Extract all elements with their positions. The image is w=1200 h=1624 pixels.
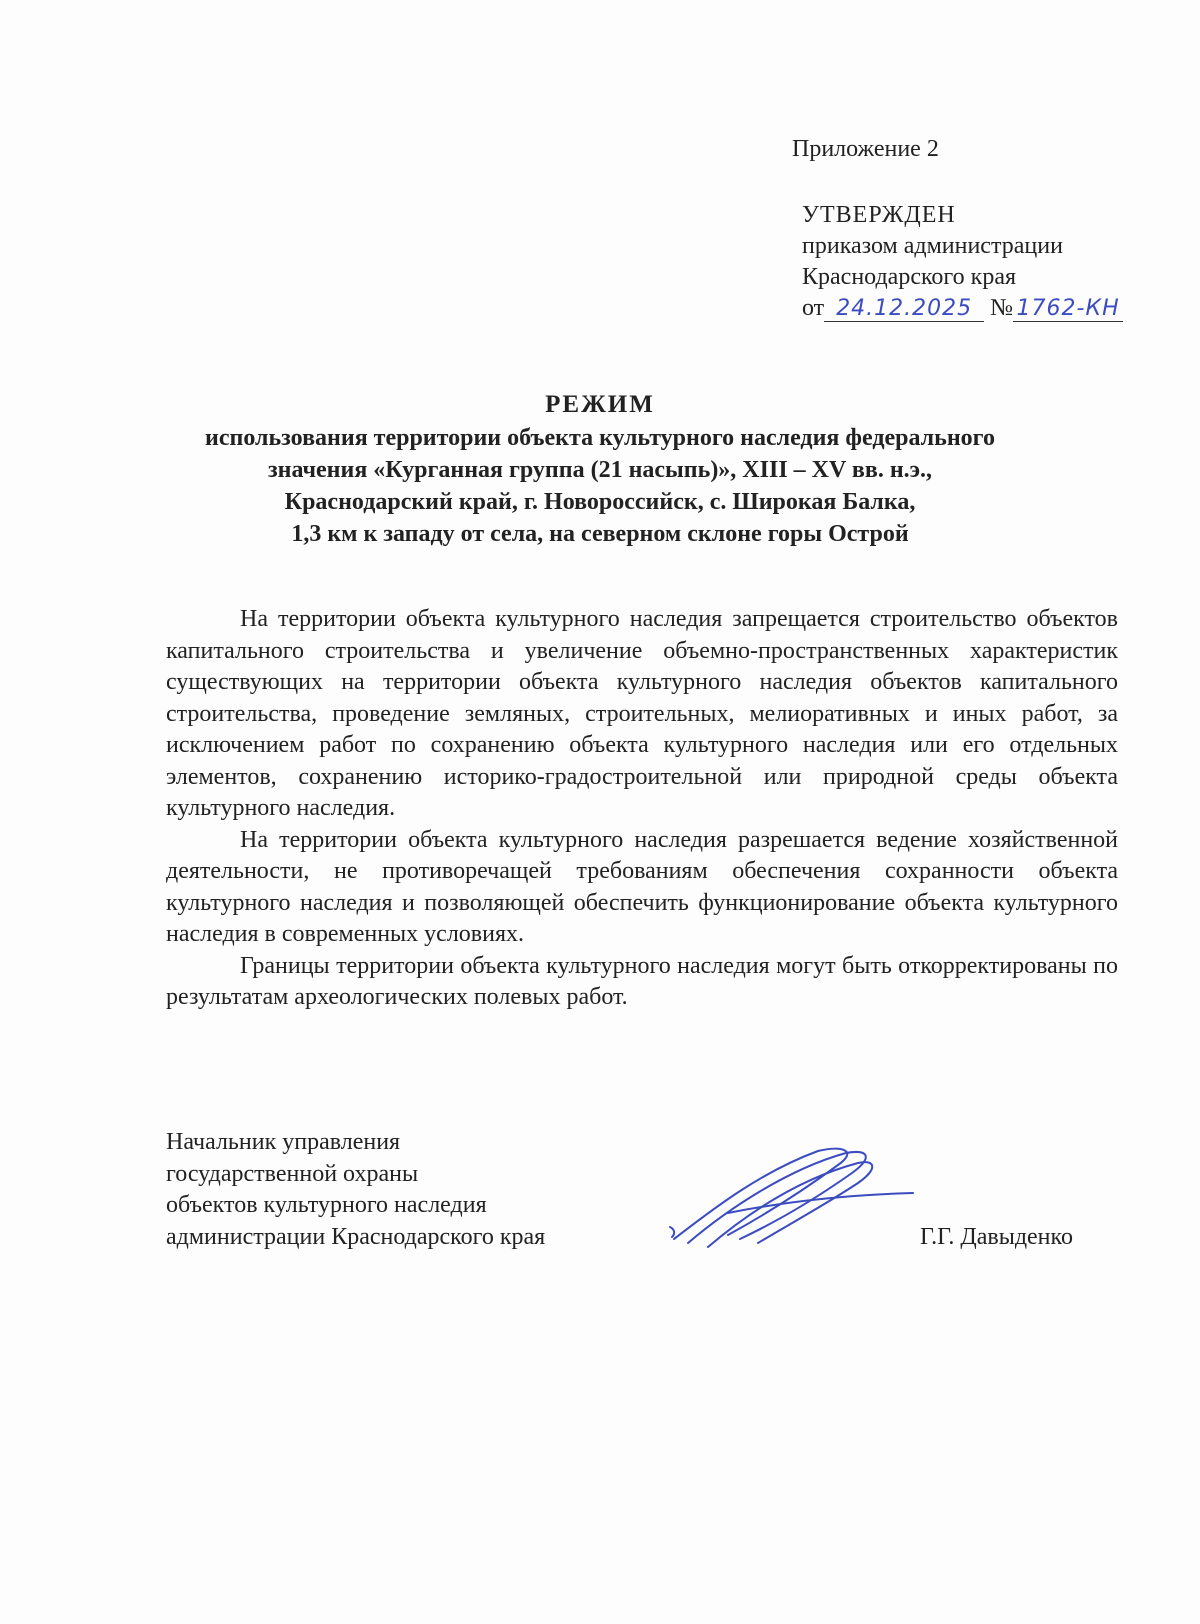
title-line-1: использования территории объекта культурного наследия федерального bbox=[205, 425, 995, 451]
signer-name: Г.Г. Давыденко bbox=[920, 1224, 1073, 1250]
signer-position-line-4: администрации Краснодарского края bbox=[166, 1223, 546, 1250]
document-title bbox=[150, 388, 1050, 550]
signer-position-line-1: Начальник управления bbox=[166, 1129, 401, 1155]
number-prefix: № bbox=[990, 295, 1014, 321]
title-line-4: 1,3 км к западу от села, на северном склоне горы Острой bbox=[291, 521, 909, 547]
approval-heading: УТВЕРЖДЕН bbox=[802, 202, 956, 228]
handwritten-number: 1762-КН bbox=[1016, 296, 1120, 321]
signer-position-line-2: государственной охраны bbox=[166, 1160, 419, 1187]
body-paragraph-2: На территории объекта культурного наследия разрешается ведение хозяйственной деятельности, не противоречащей требованиям обеспечения сохранности объекта культурного наследия и позволяющей обеспечить функционирование объекта культурного наследия в современных условиях. bbox=[166, 826, 1118, 947]
appendix-label: Приложение 2 bbox=[792, 136, 939, 162]
handwritten-date: 24.12.2025 bbox=[836, 296, 973, 321]
approval-block bbox=[802, 200, 1123, 324]
approval-line-2: Краснодарского края bbox=[802, 264, 1017, 290]
date-prefix: от bbox=[802, 295, 825, 321]
title-line-3: Краснодарский край, г. Новороссийск, с. Широкая Балка, bbox=[284, 489, 916, 515]
title-main: РЕЖИМ bbox=[545, 391, 655, 418]
signer-position-line-3: объектов культурного наследия bbox=[166, 1192, 487, 1218]
handwritten-signature bbox=[668, 1143, 918, 1253]
number-field bbox=[1013, 296, 1123, 322]
signer-position bbox=[166, 1127, 545, 1253]
body-paragraph-3: Границы территории объекта культурного наследия могут быть откорректированы по результатам археологических полевых работ. bbox=[166, 952, 1118, 1010]
document-body bbox=[166, 604, 1118, 1014]
title-line-2: значения «Курганная группа (21 насыпь)», XIII – XV вв. н.э., bbox=[267, 457, 933, 483]
approval-date-row bbox=[802, 293, 1123, 324]
date-field bbox=[824, 296, 984, 322]
approval-line-1: приказом администрации bbox=[802, 233, 1063, 259]
body-paragraph-1: На территории объекта культурного наследия запрещается строительство объектов капитального строительства и увеличение объемно-пространственных характеристик существующих на территории объекта культурного наследия объектов капитального строительства, проведение земляных, строительных, мелиоративных и иных работ, за исключением работ по сохранению объекта культурного наследия или его отдельных элементов, сохранению историко-градостроительной или природной среды объекта культурного наследия. bbox=[166, 606, 1118, 821]
